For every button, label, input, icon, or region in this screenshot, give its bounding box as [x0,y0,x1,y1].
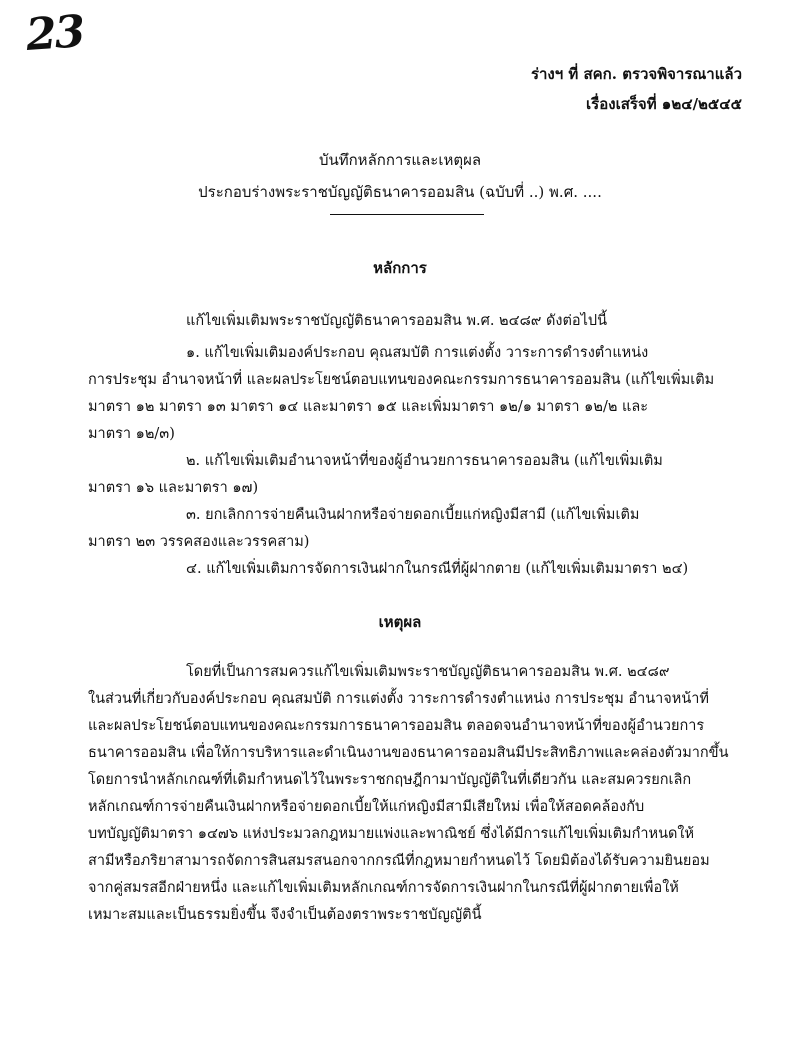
reasons-line: หลักเกณฑ์การจ่ายคืนเงินฝากหรือจ่ายดอกเบี้ยให้แก่หญิงมีสามีเสียใหม่ เพื่อให้สอดคล้องกับ [88,799,645,815]
reasons-line: โดยที่เป็นการสมควรแก้ไขเพิ่มเติมพระราชบัญญัติธนาคารออมสิน พ.ศ. ๒๔๘๙ [186,664,670,680]
reasons-heading: เหตุผล [378,613,422,631]
principles-heading: หลักการ [373,259,427,277]
review-note: ร่างฯ ที่ สคก. ตรวจพิจารณาแล้ว [530,65,742,83]
principles-line: มาตรา ๑๒ มาตรา ๑๓ มาตรา ๑๔ และมาตรา ๑๕ และเพิ่มมาตรา ๑๒/๑ มาตรา ๑๒/๒ และ [88,399,649,415]
reasons-line: สามีหรือภริยาสามารถจัดการสินสมรสนอกจากกรณีที่กฎหมายกำหนดไว้ โดยมิต้องได้รับความยินยอม [88,853,710,869]
memo-subtitle: ประกอบร่างพระราชบัญญัติธนาคารออมสิน (ฉบับที่ ..) พ.ศ. .... [198,183,602,201]
principles-line: มาตรา ๑๖ และมาตรา ๑๗) [88,480,259,496]
principles-line: มาตรา ๒๓ วรรคสองและวรรคสาม) [88,534,310,550]
principles-line: ๒. แก้ไขเพิ่มเติมอำนาจหน้าที่ของผู้อำนวยการธนาคารออมสิน (แก้ไขเพิ่มเติม [186,453,663,469]
reasons-line: และผลประโยชน์ตอบแทนของคณะกรรมการธนาคารออมสิน ตลอดจนอำนาจหน้าที่ของผู้อำนวยการ [88,718,705,734]
principles-line: การประชุม อำนาจหน้าที่ และผลประโยชน์ตอบแทนของคณะกรรมการธนาคารออมสิน (แก้ไขเพิ่มเติม [88,372,715,388]
principles-line: ๔. แก้ไขเพิ่มเติมการจัดการเงินฝากในกรณีที่ผู้ฝากตาย (แก้ไขเพิ่มเติมมาตรา ๒๔) [186,561,689,577]
memo-title: บันทึกหลักการและเหตุผล [318,151,482,169]
principles-line: แก้ไขเพิ่มเติมพระราชบัญญัติธนาคารออมสิน พ.ศ. ๒๔๘๙ ดังต่อไปนี้ [186,313,608,329]
principles-line: ๓. ยกเลิกการจ่ายคืนเงินฝากหรือจ่ายดอกเบี้ยแก่หญิงมีสามี (แก้ไขเพิ่มเติม [186,507,640,523]
reasons-line: ในส่วนที่เกี่ยวกับองค์ประกอบ คุณสมบัติ การแต่งตั้ง วาระการดำรงตำแหน่ง การประชุม อำนาจหน้าที่ [88,691,709,707]
principles-line: มาตรา ๑๒/๓) [88,426,175,442]
principles-line: ๑. แก้ไขเพิ่มเติมองค์ประกอบ คุณสมบัติ การแต่งตั้ง วาระการดำรงตำแหน่ง [186,345,649,361]
completion-number: เรื่องเสร็จที่ ๑๒๔/๒๕๔๕ [586,95,742,113]
reasons-line: ธนาคารออมสิน เพื่อให้การบริหารและดำเนินงานของธนาคารออมสินมีประสิทธิภาพและคล่องตัวมากขึ้น [88,745,729,761]
title-divider [330,214,484,215]
reasons-line: บทบัญญัติมาตรา ๑๔๗๖ แห่งประมวลกฎหมายแพ่งและพาณิชย์ ซึ่งได้มีการแก้ไขเพิ่มเติมกำหนดให้ [88,826,695,842]
reasons-line: โดยการนำหลักเกณฑ์ที่เดิมกำหนดไว้ในพระราชกฤษฎีกามาบัญญัติในที่เดียวกัน และสมควรยกเลิก [88,772,692,788]
reasons-line: เหมาะสมและเป็นธรรมยิ่งขึ้น จึงจำเป็นต้องตราพระราชบัญญัตินี้ [88,907,482,923]
reasons-line: จากคู่สมรสอีกฝ่ายหนึ่ง และแก้ไขเพิ่มเติมหลักเกณฑ์การจัดการเงินฝากในกรณีที่ผู้ฝากตายเพื่อให้ [88,880,679,896]
handwritten-page-number: 23 [24,6,85,61]
